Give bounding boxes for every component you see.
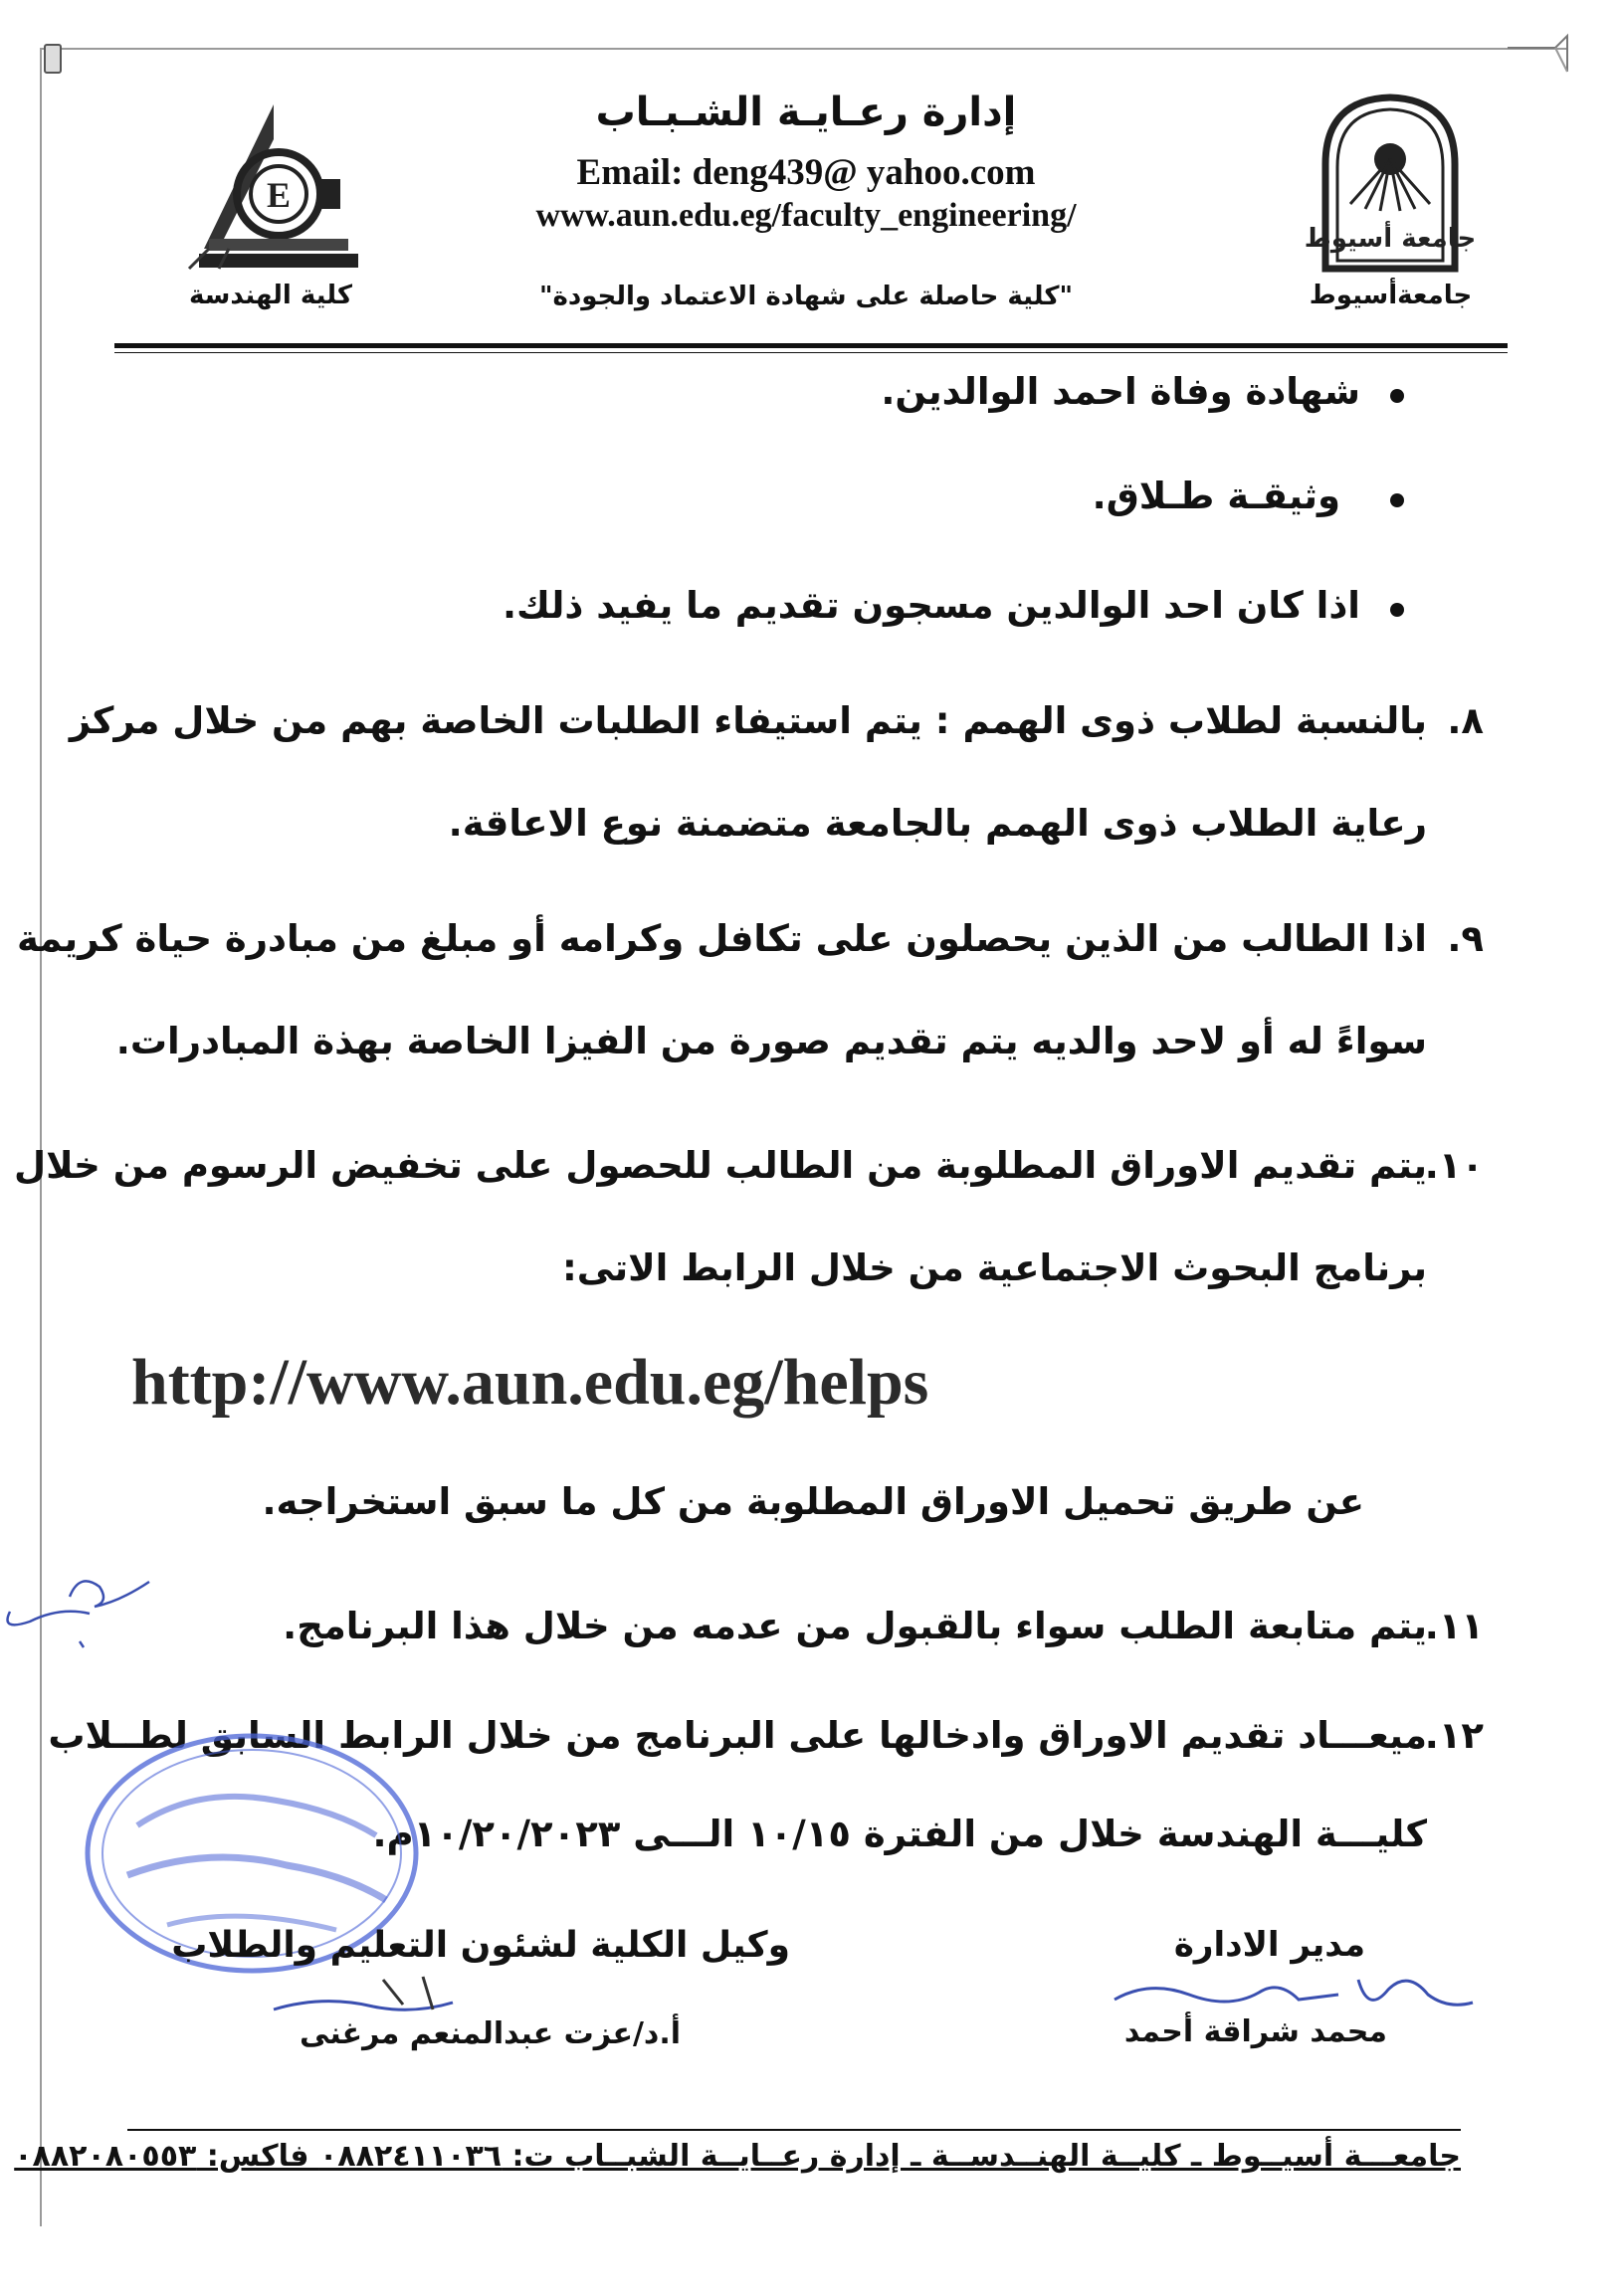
- logo-lettering: جامعة أسيوط: [1304, 224, 1477, 254]
- item-9-number: ٩.: [1447, 917, 1484, 960]
- bullet-death-certificate: شهادة وفاة احمد الوالدين.: [881, 370, 1360, 413]
- bullet-dot-icon: [1390, 389, 1404, 403]
- footer-contact: جامعـــة أسيــوط ـ كليــة الهنــدســة ـ إدارة رعــايــة الشبــاب ت: ٠٨٨٢٤١١٠٣٦ فاكس: ٠٨٨٢٠٨٠٥٥٣: [14, 2139, 1461, 2174]
- item-12-line-2: كليـــة الهندسة خلال من الفترة ١٠/١٥ الـــى ١٠/٢٠/٢٠٢٣م.: [372, 1813, 1427, 1855]
- bullet-divorce-document: وثيقـة طـلاق.: [1092, 475, 1340, 517]
- header-divider: [114, 343, 1508, 348]
- page-corner-fold-icon: [1508, 32, 1577, 92]
- item-9-line-1: اذا الطالب من الذين يحصلون على تكافل وكرامه أو مبلغ من مبادرة حياة كريمة: [16, 917, 1427, 960]
- footer-divider: [127, 2129, 1461, 2131]
- item-10-line-2: برنامج البحوث الاجتماعية من خلال الرابط الاتى:: [561, 1246, 1427, 1289]
- item-10-number: ١٠.: [1424, 1144, 1484, 1187]
- director-name: محمد شراقة أحمد: [1123, 2014, 1387, 2049]
- item-8-number: ٨.: [1447, 699, 1484, 742]
- department-email: Email: deng439@ yahoo.com: [576, 152, 1036, 193]
- item-12-number: ١٢.: [1424, 1714, 1484, 1757]
- bullet-imprisoned-parent: اذا كان احد الوالدين مسجون تقديم ما يفيد ذلك.: [502, 584, 1360, 627]
- header-divider-thin: [114, 352, 1508, 353]
- director-title: مدير الادارة: [1173, 1925, 1365, 1965]
- staple-icon: [44, 44, 62, 74]
- department-title: إدارة رعـايـة الشـبـاب: [595, 90, 1017, 135]
- handwritten-margin-note-icon: [0, 1562, 169, 1651]
- university-caption: جامعةأسيوط: [1309, 281, 1473, 310]
- item-10-line-1: يتم تقديم الاوراق المطلوبة من الطالب للحصول على تخفيض الرسوم من خلال: [13, 1144, 1427, 1187]
- accreditation-slogan: "كلية حاصلة على شهادة الاعتماد والجودة": [538, 282, 1074, 311]
- item-8-line-2: رعاية الطلاب ذوى الهمم بالجامعة متضمنة نوع الاعاقة.: [448, 802, 1427, 845]
- upload-instruction: عن طريق تحميل الاوراق المطلوبة من كل ما سبق استخراجه.: [262, 1480, 1364, 1523]
- svg-text:E: E: [266, 175, 292, 215]
- item-11-number: ١١.: [1424, 1605, 1484, 1647]
- faculty-engineering-logo-icon: [179, 99, 358, 274]
- assiut-university-logo-icon: [1304, 90, 1477, 274]
- faculty-website: www.aun.edu.eg/faculty_engineering/: [535, 197, 1077, 234]
- bullet-dot-icon: [1390, 493, 1404, 507]
- helps-link[interactable]: http://www.aun.edu.eg/helps: [131, 1346, 929, 1419]
- bullet-dot-icon: [1390, 603, 1404, 617]
- item-9-line-2: سواءً له أو لاحد والديه يتم تقديم صورة من الفيزا الخاصة بهذة المبادرات.: [115, 1020, 1427, 1062]
- letterhead: [109, 90, 1503, 343]
- item-11-line-1: يتم متابعة الطلب سواء بالقبول من عدمه من خلال هذا البرنامج.: [283, 1605, 1427, 1647]
- faculty-caption: كلية الهندسة: [189, 281, 352, 310]
- vice-dean-name: أ.د/عزت عبدالمنعم مرغنى: [300, 2016, 681, 2051]
- vice-dean-title: وكيل الكلية لشئون التعليم والطلاب: [171, 1925, 790, 1966]
- item-8-line-1: بالنسبة لطلاب ذوى الهمم : يتم استيفاء الطلبات الخاصة بهم من خلال مركز: [69, 699, 1427, 742]
- item-12-line-1: ميعـــاد تقديم الاوراق وادخالها على البرنامج من خلال الرابط السابق لطــلاب: [48, 1714, 1427, 1757]
